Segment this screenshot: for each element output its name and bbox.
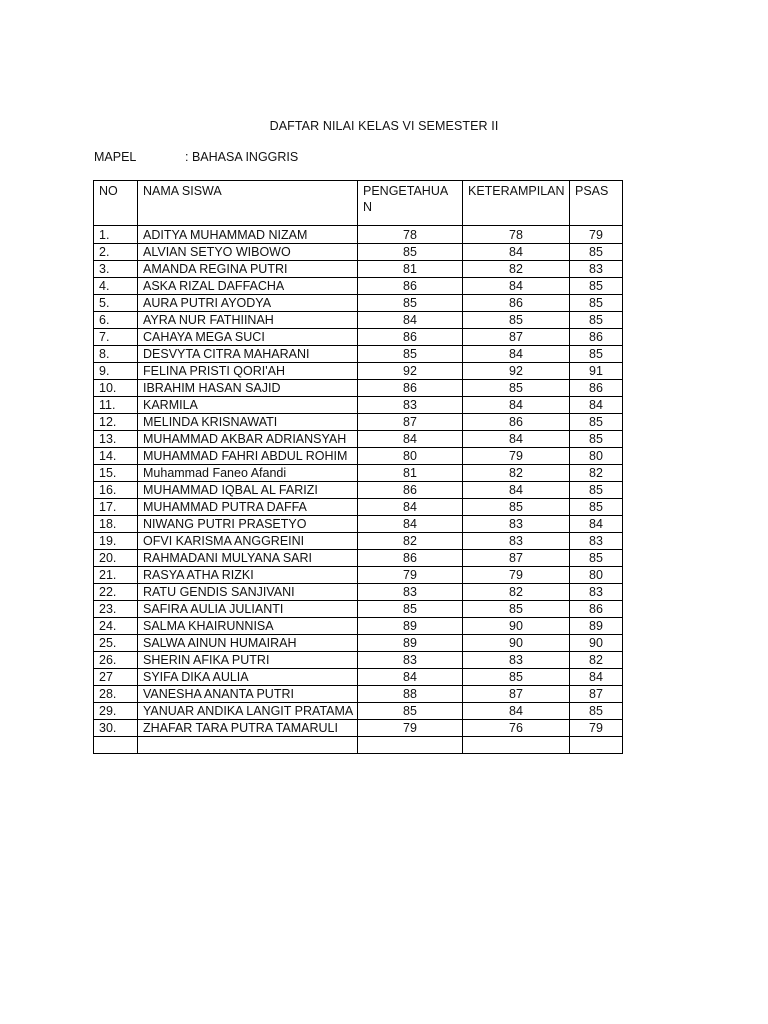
- table-body: [94, 226, 623, 754]
- cell-pengetahuan: 78: [358, 226, 463, 244]
- cell-pengetahuan: 85: [358, 346, 463, 363]
- table-row: [94, 567, 623, 584]
- table-row: [94, 261, 623, 278]
- cell-student-name: ZHAFAR TARA PUTRA TAMARULI: [138, 720, 358, 737]
- cell-keterampilan: 92: [463, 363, 570, 380]
- cell-pengetahuan: 85: [358, 244, 463, 261]
- cell-keterampilan: 83: [463, 516, 570, 533]
- cell-keterampilan: 87: [463, 686, 570, 703]
- cell-no: 9.: [94, 363, 138, 380]
- cell-pengetahuan: 80: [358, 448, 463, 465]
- cell-psas: 83: [570, 261, 623, 278]
- document-title: DAFTAR NILAI KELAS VI SEMESTER II: [269, 119, 499, 133]
- cell-keterampilan: 86: [463, 295, 570, 312]
- cell-no: 14.: [94, 448, 138, 465]
- cell-psas: 80: [570, 448, 623, 465]
- cell-keterampilan: 85: [463, 601, 570, 618]
- cell-student-name: RATU GENDIS SANJIVANI: [138, 584, 358, 601]
- cell-no: 30.: [94, 720, 138, 737]
- cell-no: 17.: [94, 499, 138, 516]
- cell-student-name: MELINDA KRISNAWATI: [138, 414, 358, 431]
- cell-psas: 89: [570, 618, 623, 635]
- cell-pengetahuan: 86: [358, 482, 463, 499]
- table-row: [94, 618, 623, 635]
- cell-keterampilan: 82: [463, 465, 570, 482]
- cell-psas: 85: [570, 703, 623, 720]
- cell-psas: 85: [570, 244, 623, 261]
- cell-student-name: Muhammad Faneo Afandi: [138, 465, 358, 482]
- cell-pengetahuan: 89: [358, 618, 463, 635]
- cell-pengetahuan: 84: [358, 431, 463, 448]
- cell-keterampilan: 87: [463, 329, 570, 346]
- table-row: [94, 652, 623, 669]
- cell-no: 7.: [94, 329, 138, 346]
- table-row: [94, 669, 623, 686]
- table-row: [94, 397, 623, 414]
- cell-pengetahuan: 92: [358, 363, 463, 380]
- cell-student-name: YANUAR ANDIKA LANGIT PRATAMA: [138, 703, 358, 720]
- cell-no: 13.: [94, 431, 138, 448]
- cell-no: 26.: [94, 652, 138, 669]
- header-psas: PSAS: [570, 181, 623, 226]
- cell-psas: 85: [570, 431, 623, 448]
- cell-pengetahuan-empty: [358, 737, 463, 754]
- cell-keterampilan: 84: [463, 244, 570, 261]
- cell-student-name: ALVIAN SETYO WIBOWO: [138, 244, 358, 261]
- cell-pengetahuan: 86: [358, 550, 463, 567]
- cell-no: 25.: [94, 635, 138, 652]
- cell-psas: 84: [570, 516, 623, 533]
- cell-psas: 82: [570, 465, 623, 482]
- cell-pengetahuan: 85: [358, 703, 463, 720]
- table-row: [94, 635, 623, 652]
- cell-psas: 83: [570, 533, 623, 550]
- table-row-empty: [94, 737, 623, 754]
- cell-student-name: AURA PUTRI AYODYA: [138, 295, 358, 312]
- table-row: [94, 346, 623, 363]
- cell-pengetahuan: 84: [358, 499, 463, 516]
- cell-no: 27: [94, 669, 138, 686]
- cell-keterampilan: 90: [463, 635, 570, 652]
- cell-student-name: ADITYA MUHAMMAD NIZAM: [138, 226, 358, 244]
- cell-pengetahuan: 89: [358, 635, 463, 652]
- cell-pengetahuan: 81: [358, 261, 463, 278]
- subject-label: MAPEL: [94, 150, 137, 164]
- table-row: [94, 380, 623, 397]
- cell-no: 20.: [94, 550, 138, 567]
- table-row: [94, 516, 623, 533]
- cell-pengetahuan: 82: [358, 533, 463, 550]
- cell-student-name: MUHAMMAD FAHRI ABDUL ROHIM: [138, 448, 358, 465]
- cell-student-name: SAFIRA AULIA JULIANTI: [138, 601, 358, 618]
- header-keterampilan: KETERAMPILAN: [463, 181, 570, 226]
- cell-student-name: SALMA KHAIRUNNISA: [138, 618, 358, 635]
- table-row: [94, 550, 623, 567]
- table-header-row: [94, 181, 623, 226]
- cell-no: 21.: [94, 567, 138, 584]
- cell-no: 3.: [94, 261, 138, 278]
- cell-student-name: AMANDA REGINA PUTRI: [138, 261, 358, 278]
- cell-psas: 79: [570, 720, 623, 737]
- cell-keterampilan: 86: [463, 414, 570, 431]
- cell-no: 24.: [94, 618, 138, 635]
- cell-no: 16.: [94, 482, 138, 499]
- cell-psas: 79: [570, 226, 623, 244]
- cell-student-name: FELINA PRISTI QORI'AH: [138, 363, 358, 380]
- cell-no: 19.: [94, 533, 138, 550]
- cell-student-name: OFVI KARISMA ANGGREINI: [138, 533, 358, 550]
- cell-pengetahuan: 81: [358, 465, 463, 482]
- cell-no: 28.: [94, 686, 138, 703]
- cell-keterampilan: 82: [463, 584, 570, 601]
- cell-psas: 86: [570, 601, 623, 618]
- cell-student-name: SALWA AINUN HUMAIRAH: [138, 635, 358, 652]
- header-no: NO: [94, 181, 138, 226]
- cell-no: 4.: [94, 278, 138, 295]
- cell-pengetahuan: 84: [358, 312, 463, 329]
- cell-keterampilan: 84: [463, 431, 570, 448]
- subject-value: : BAHASA INGGRIS: [185, 150, 299, 164]
- cell-pengetahuan: 88: [358, 686, 463, 703]
- cell-pengetahuan: 85: [358, 295, 463, 312]
- cell-keterampilan: 83: [463, 533, 570, 550]
- cell-keterampilan: 84: [463, 346, 570, 363]
- table-row: [94, 278, 623, 295]
- cell-psas: 80: [570, 567, 623, 584]
- cell-psas: 90: [570, 635, 623, 652]
- cell-psas: 86: [570, 380, 623, 397]
- cell-student-name: IBRAHIM HASAN SAJID: [138, 380, 358, 397]
- cell-psas: 84: [570, 669, 623, 686]
- cell-pengetahuan: 79: [358, 720, 463, 737]
- cell-student-name: RASYA ATHA RIZKI: [138, 567, 358, 584]
- cell-no: 18.: [94, 516, 138, 533]
- header-pengetahuan: PENGETAHUAN: [358, 181, 463, 226]
- cell-student-name: RAHMADANI MULYANA SARI: [138, 550, 358, 567]
- cell-pengetahuan: 86: [358, 380, 463, 397]
- cell-psas: 85: [570, 550, 623, 567]
- table-row: [94, 329, 623, 346]
- table-row: [94, 482, 623, 499]
- cell-pengetahuan: 79: [358, 567, 463, 584]
- cell-student-name: CAHAYA MEGA SUCI: [138, 329, 358, 346]
- cell-student-name: MUHAMMAD IQBAL AL FARIZI: [138, 482, 358, 499]
- cell-no: 29.: [94, 703, 138, 720]
- table-row: [94, 244, 623, 261]
- cell-no: 11.: [94, 397, 138, 414]
- cell-no: 12.: [94, 414, 138, 431]
- cell-no: 15.: [94, 465, 138, 482]
- table-row: [94, 226, 623, 244]
- cell-keterampilan: 84: [463, 278, 570, 295]
- table-row: [94, 601, 623, 618]
- table-row: [94, 363, 623, 380]
- cell-keterampilan: 85: [463, 312, 570, 329]
- cell-student-name: AYRA NUR FATHIINAH: [138, 312, 358, 329]
- table-row: [94, 448, 623, 465]
- cell-no: 8.: [94, 346, 138, 363]
- cell-no: 1.: [94, 226, 138, 244]
- cell-pengetahuan: 86: [358, 278, 463, 295]
- cell-psas: 85: [570, 295, 623, 312]
- cell-psas: 86: [570, 329, 623, 346]
- table-row: [94, 703, 623, 720]
- cell-psas: 85: [570, 414, 623, 431]
- cell-no: 10.: [94, 380, 138, 397]
- cell-psas: 82: [570, 652, 623, 669]
- cell-pengetahuan: 87: [358, 414, 463, 431]
- cell-keterampilan: 82: [463, 261, 570, 278]
- table-row: [94, 686, 623, 703]
- table-row: [94, 499, 623, 516]
- table-row: [94, 465, 623, 482]
- cell-keterampilan: 85: [463, 499, 570, 516]
- table-row: [94, 312, 623, 329]
- cell-keterampilan: 78: [463, 226, 570, 244]
- cell-student-name: ASKA RIZAL DAFFACHA: [138, 278, 358, 295]
- table-row: [94, 533, 623, 550]
- table-row: [94, 584, 623, 601]
- cell-pengetahuan: 83: [358, 652, 463, 669]
- cell-pengetahuan: 83: [358, 397, 463, 414]
- cell-keterampilan: 79: [463, 448, 570, 465]
- cell-student-name: SHERIN AFIKA PUTRI: [138, 652, 358, 669]
- cell-psas: 85: [570, 346, 623, 363]
- cell-keterampilan: 84: [463, 482, 570, 499]
- cell-keterampilan-empty: [463, 737, 570, 754]
- cell-no: 6.: [94, 312, 138, 329]
- cell-student-name: MUHAMMAD PUTRA DAFFA: [138, 499, 358, 516]
- cell-psas: 85: [570, 482, 623, 499]
- cell-psas: 85: [570, 312, 623, 329]
- header-student-name: NAMA SISWA: [138, 181, 358, 226]
- cell-keterampilan: 85: [463, 669, 570, 686]
- cell-keterampilan: 87: [463, 550, 570, 567]
- cell-no: 2.: [94, 244, 138, 261]
- cell-student-name: SYIFA DIKA AULIA: [138, 669, 358, 686]
- cell-keterampilan: 83: [463, 652, 570, 669]
- cell-pengetahuan: 85: [358, 601, 463, 618]
- table-row: [94, 295, 623, 312]
- table-row: [94, 431, 623, 448]
- cell-pengetahuan: 84: [358, 669, 463, 686]
- cell-student-name: MUHAMMAD AKBAR ADRIANSYAH: [138, 431, 358, 448]
- cell-keterampilan: 84: [463, 703, 570, 720]
- cell-psas: 87: [570, 686, 623, 703]
- cell-keterampilan: 84: [463, 397, 570, 414]
- cell-student-name: NIWANG PUTRI PRASETYO: [138, 516, 358, 533]
- cell-pengetahuan: 83: [358, 584, 463, 601]
- table-row: [94, 720, 623, 737]
- cell-pengetahuan: 84: [358, 516, 463, 533]
- cell-student-name: DESVYTA CITRA MAHARANI: [138, 346, 358, 363]
- cell-student-name-empty: [138, 737, 358, 754]
- cell-psas: 83: [570, 584, 623, 601]
- cell-no: 5.: [94, 295, 138, 312]
- cell-keterampilan: 90: [463, 618, 570, 635]
- cell-student-name: KARMILA: [138, 397, 358, 414]
- cell-pengetahuan: 86: [358, 329, 463, 346]
- cell-psas: 84: [570, 397, 623, 414]
- cell-no: 23.: [94, 601, 138, 618]
- cell-keterampilan: 85: [463, 380, 570, 397]
- cell-psas-empty: [570, 737, 623, 754]
- cell-keterampilan: 79: [463, 567, 570, 584]
- table-row: [94, 414, 623, 431]
- cell-psas: 85: [570, 278, 623, 295]
- cell-keterampilan: 76: [463, 720, 570, 737]
- cell-psas: 85: [570, 499, 623, 516]
- cell-no: 22.: [94, 584, 138, 601]
- cell-no-empty: [94, 737, 138, 754]
- grades-table: [93, 180, 623, 754]
- cell-psas: 91: [570, 363, 623, 380]
- cell-student-name: VANESHA ANANTA PUTRI: [138, 686, 358, 703]
